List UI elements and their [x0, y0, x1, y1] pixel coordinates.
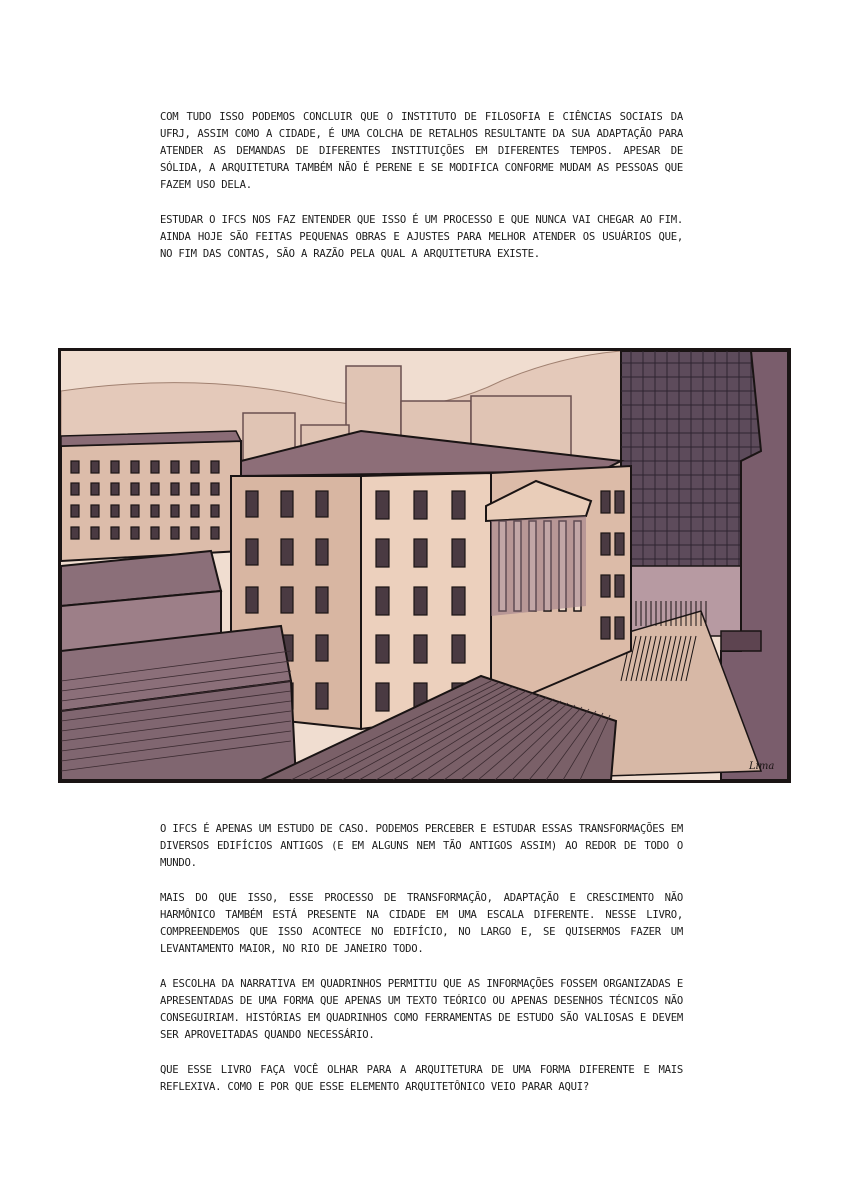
closing-paragraph-3: A ESCOLHA DA NARRATIVA EM QUADRINHOS PERMITIU QUE AS INFORMAÇÕES FOSSEM ORGANIZADAS E APRESENTADAS DE UMA FORMA QUE APENAS UM TEXTO TEÓRICO OU APENAS DESENHOS TÉCNICOS NÃO CONSEGUIRIAM. HISTÓRIAS EM QUADRINHOS COMO FERRAMENTAS DE ESTUDO SÃO VALIOSAS E DEVEM SER APROVEITADAS QUANDO NECESSÁRIO. — [160, 978, 683, 1041]
closing-paragraph-1: O IFCS É APENAS UM ESTUDO DE CASO. PODEMOS PERCEBER E ESTUDAR ESSAS TRANSFORMAÇÕES EM DIVERSOS EDIFÍCIOS ANTIGOS (E EM ALGUNS NEM TÃO ANTIGOS ASSIM) AO REDOR DE TODO O MUNDO. — [160, 823, 683, 869]
artist-signature: Lima — [749, 761, 775, 772]
closing-paragraph-2: MAIS DO QUE ISSO, ESSE PROCESSO DE TRANSFORMAÇÃO, ADAPTAÇÃO E CRESCIMENTO NÃO HARMÔNICO TAMBÉM ESTÁ PRESENTE NA CIDADE EM UMA ESCALA DIFERENTE. NESSE LIVRO, COMPREENDEMOS QUE ISSO ACONTECE NO EDIFÍCIO, NO LARGO E, SE QUISERMOS FAZER UM LEVANTAMENTO MAIOR, NO RIO DE JANEIRO TODO. — [160, 892, 683, 955]
intro-text — [160, 109, 683, 263]
comic-panel-ifcs-building — [58, 348, 791, 783]
closing-paragraph-4: QUE ESSE LIVRO FAÇA VOCÊ OLHAR PARA A ARQUITETURA DE UMA FORMA DIFERENTE E MAIS REFLEXIVA. COMO E POR QUE ESSE ELEMENTO ARQUITETÔNICO VEIO PARAR AQUI? — [160, 1064, 683, 1093]
building-illustration — [61, 351, 788, 780]
closing-text — [160, 821, 683, 1096]
left-background-building — [61, 431, 241, 561]
intro-paragraph-2: ESTUDAR O IFCS NOS FAZ ENTENDER QUE ISSO É UM PROCESSO E QUE NUNCA VAI CHEGAR AO FIM. AINDA HOJE SÃO FEITAS PEQUENAS OBRAS E AJUSTES PARA MELHOR ATENDER OS USUÁRIOS QUE, NO FIM DAS CONTAS, SÃO A RAZÃO PELA QUAL A ARQUITETURA EXISTE. — [160, 214, 683, 260]
intro-paragraph-1: COM TUDO ISSO PODEMOS CONCLUIR QUE O INSTITUTO DE FILOSOFIA E CIÊNCIAS SOCIAIS DA UFRJ, ASSIM COMO A CIDADE, É UMA COLCHA DE RETALHOS RESULTANTE DA SUA ADAPTAÇÃO PARA ATENDER AS DEMANDAS DE DIFERENTES INSTITUIÇÕES EM DIFERENTES TEMPOS. APESAR DE SÓLIDA, A ARQUITETURA TAMBÉM NÃO É PERENE E SE MODIFICA CONFORME MUDAM AS PESSOAS QUE FAZEM USO DELA. — [160, 111, 683, 191]
